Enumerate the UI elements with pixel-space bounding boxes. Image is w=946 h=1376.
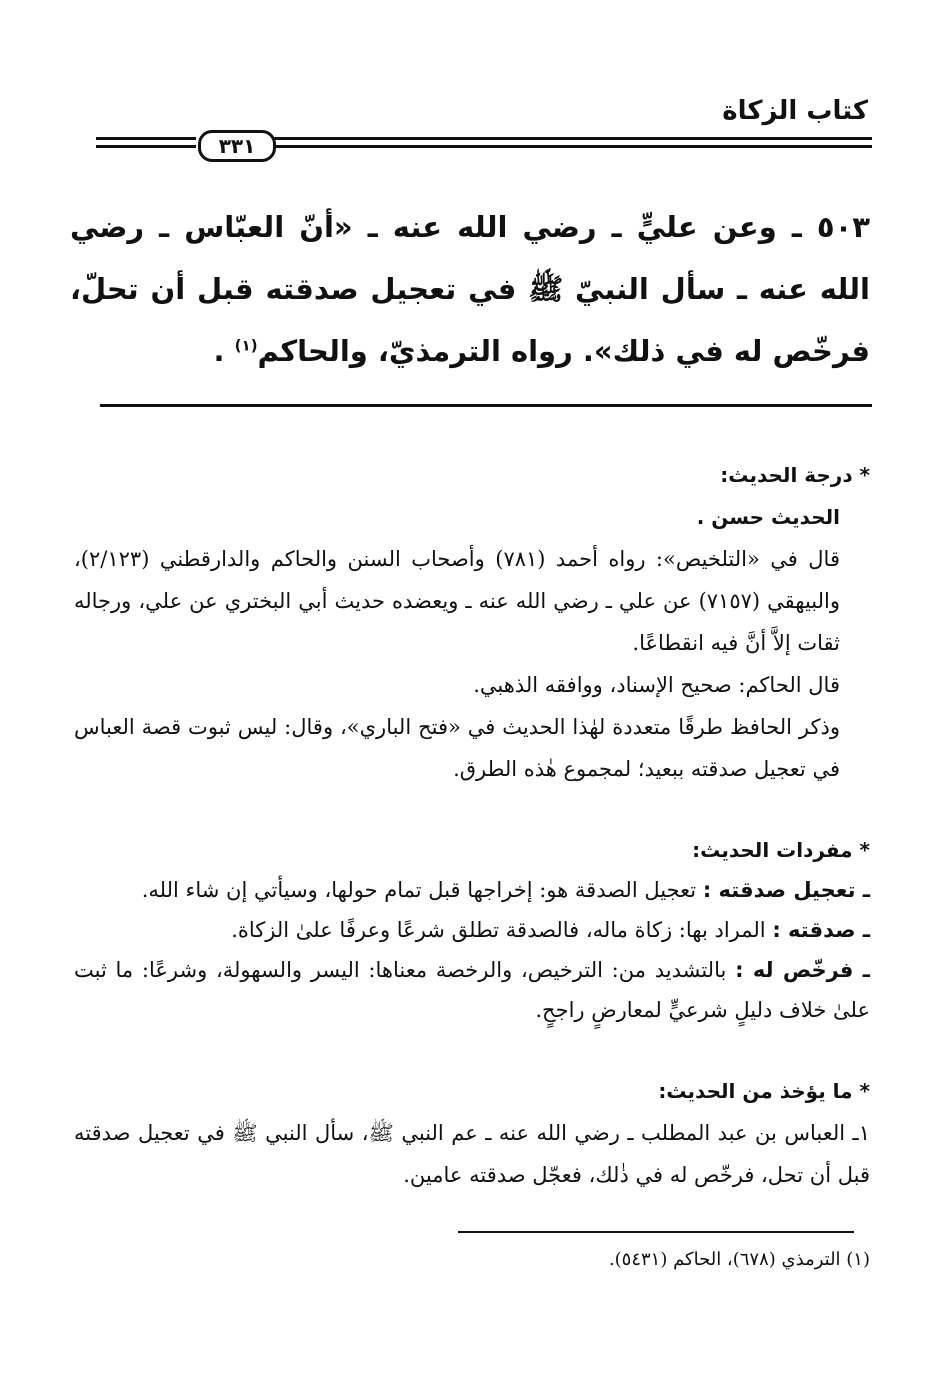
lesson-item: ١ـ العباس بن عبد المطلب ـ رضي الله عنه ـ عم النبي ﷺ، سأل النبي ﷺ في تعجيل صدقته قبل أن تحل، فرخّص له في ذٰلك، فعجّل صدقته عامين.: [74, 1121, 870, 1187]
vocabulary-term: ـ صدقته :: [772, 918, 870, 942]
lessons-section: [74, 1070, 870, 1196]
lessons-heading: * ما يؤخذ من الحديث:: [658, 1079, 870, 1103]
vocabulary-item: [74, 950, 870, 1030]
vocabulary-definition: تعجيل الصدقة هو: إخراجها قبل تمام حولها، وسيأتي إن شاء الله.: [141, 878, 697, 902]
vocabulary-definition: بالتشديد من: الترخيص، والرخصة معناها: اليسر والسهولة، وشرعًا: ما ثبت علىٰ خلاف دليلٍ شرعيٍّ لمعارضٍ راجحٍ.: [74, 958, 870, 1022]
grade-section: [74, 454, 870, 790]
grade-paragraph: وذكر الحافظ طرقًا متعددة لهٰذا الحديث في «فتح الباري»، وقال: ليس ثبوت قصة العباس في تعجيل صدقته ببعيد؛ لمجموع هٰذه الطرق.: [74, 715, 840, 781]
footnote: (١) الترمذي (٦٧٨)، الحاكم (٥٤٣١).: [608, 1249, 870, 1270]
book-title: كتاب الزكاة: [722, 96, 868, 126]
vocabulary-term: ـ فرخّص له :: [735, 958, 870, 982]
footnote-rule: [458, 1231, 854, 1233]
footnote-marker: (١): [234, 336, 258, 355]
hadith-body: وعن عليٍّ ـ رضي الله عنه ـ «أنّ العبّاس ـ رضي الله عنه ـ سأل النبيّ ﷺ في تعجيل صدقته قبل أن تحلّ، فرخّص له في ذلك». رواه الترمذيّ، والحاكم: [70, 210, 870, 368]
page-number: ٣٣١: [198, 130, 276, 162]
vocabulary-item: [74, 870, 870, 910]
grade-paragraph: قال في «التلخيص»: رواه أحمد (٧٨١) وأصحاب السنن والحاكم والدارقطني (٢/١٢٣)، والبيهقي (٧١٥٧) عن علي ـ رضي الله عنه ـ ويعضده حديث أبي البختري عن علي، ورجاله ثقات إلاَّ أنَّ فيه انقطاعًا.: [74, 547, 840, 655]
grade-paragraph: قال الحاكم: صحيح الإسناد، ووافقه الذهبي.: [473, 673, 840, 697]
hadith-text: [70, 196, 870, 382]
vocabulary-heading: * مفردات الحديث:: [692, 838, 870, 862]
vocabulary-term: ـ تعجيل صدقته :: [702, 878, 870, 902]
vocabulary-section: [74, 830, 870, 1030]
grade-heading: * درجة الحديث:: [720, 463, 870, 487]
vocabulary-definition: المراد بها: زكاة ماله، فالصدقة تطلق شرعًا وعرفًا علىٰ الزكاة.: [231, 918, 766, 942]
hadith-end: .: [213, 334, 225, 368]
hadith-number: ٥٠٣ ـ: [791, 210, 871, 244]
grade-verdict: الحديث حسن .: [696, 505, 840, 529]
vocabulary-item: [74, 910, 870, 950]
section-divider: [100, 404, 872, 407]
